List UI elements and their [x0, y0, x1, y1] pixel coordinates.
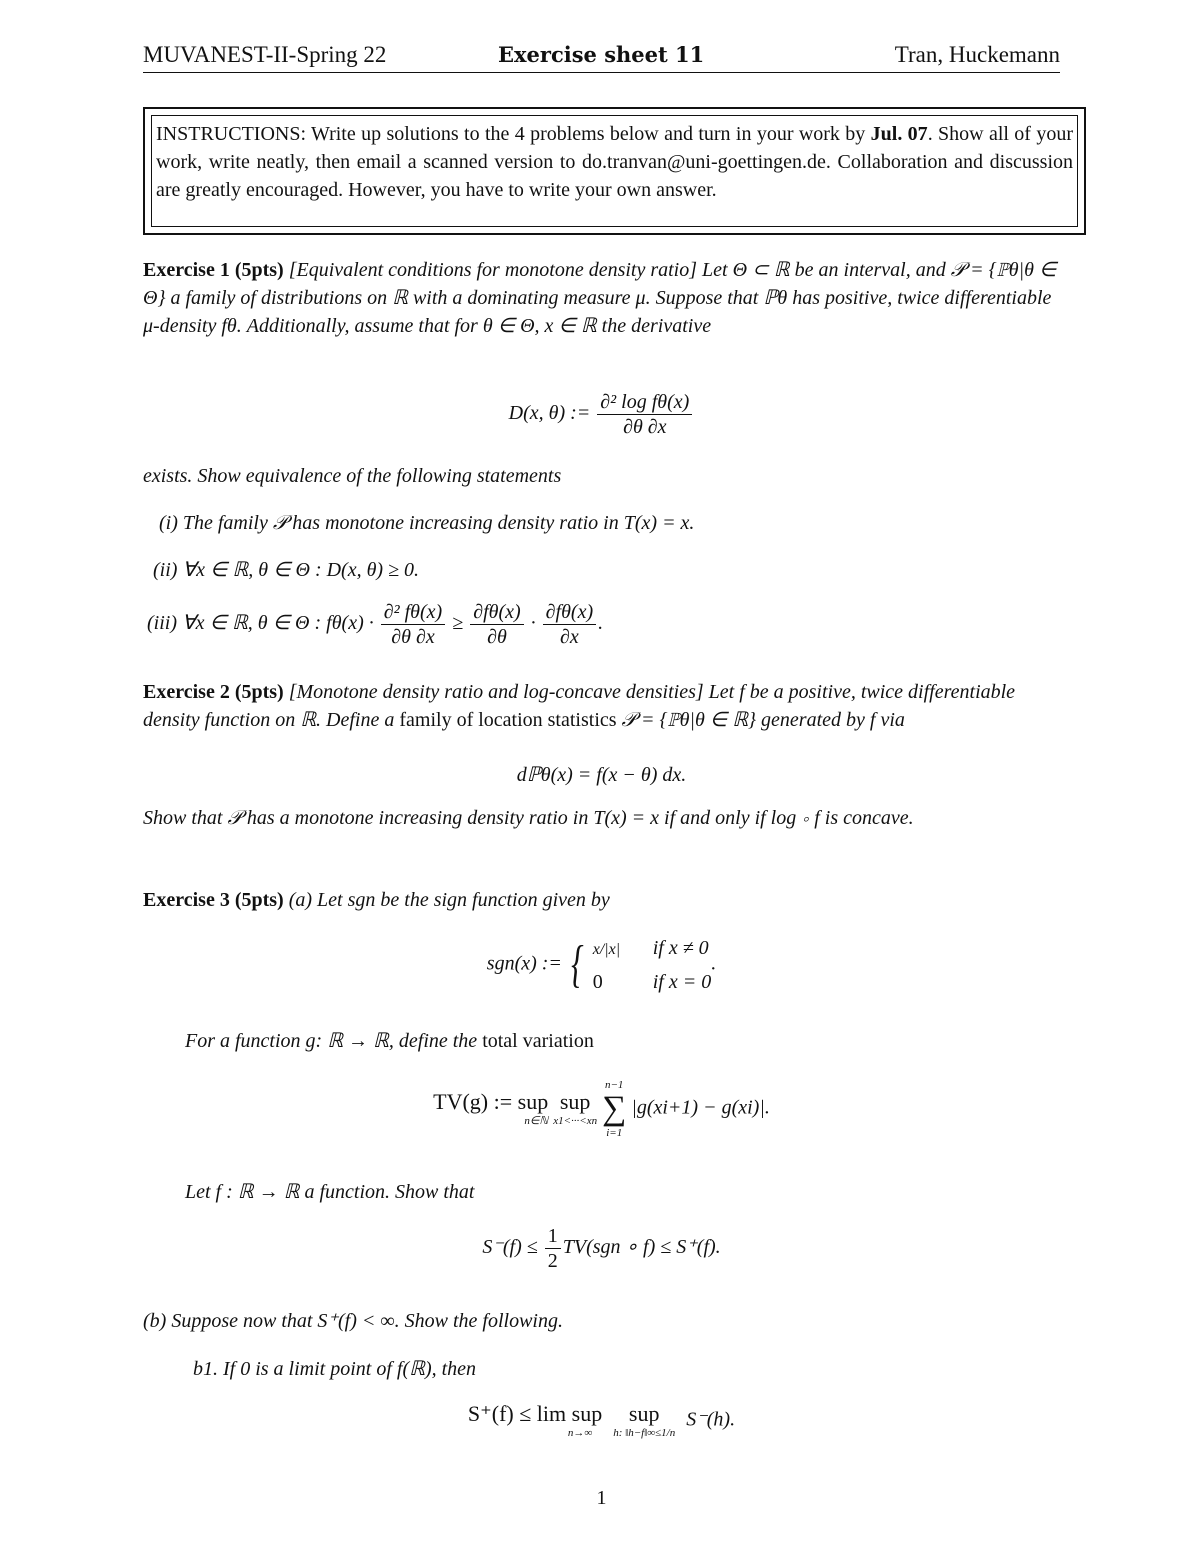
- course-name: MUVANEST-II-Spring 22: [143, 42, 387, 67]
- tv-intro: For a function g: ℝ → ℝ, define the total variation: [185, 1030, 594, 1052]
- statement-iii: (iii) ∀x ∈ ℝ, θ ∈ Θ : fθ(x) · $\frac{\text{∂² fθ(x)}}{\partial\theta \partial x}$ ≥ $\frac{\partial f\theta(x)}{\partial\theta}$ · $\frac{\partial f\theta(x)}{\partial x}$ .: [147, 601, 604, 648]
- page-number: 1: [596, 1487, 607, 1509]
- equation-sign-changes: S⁻(f) ≤ $\frac{1}{2}$ TV(sgn ∘ f) ≤ S⁺(f).: [482, 1225, 721, 1272]
- exercise-1-after: exists. Show equivalence of the following statements: [143, 465, 562, 487]
- exercise-1-label: Exercise 1 (5pts): [143, 259, 284, 281]
- part-b: (b) Suppose now that S⁺(f) < ∞. Show the following.: [143, 1310, 563, 1332]
- equation-sgn: sgn(x) := { x/|x| if x ≠ 0 0 if x = 0 .: [486, 936, 717, 993]
- authors: Tran, Huckemann: [894, 42, 1060, 67]
- left-brace: {: [571, 936, 584, 993]
- running-header: [143, 40, 1060, 73]
- exercise-2-intro: Exercise 2 (5pts) [Monotone density ratio and log-concave densities] Let f be a positive, twice differentiable density function on ℝ. Define a family of location statistics 𝒫 = {ℙθ|θ ∈ ℝ} generated by f via: [143, 681, 1016, 731]
- instructions-text: INSTRUCTIONS: Write up solutions to the 4 problems below and turn in your work by Jul. 07. Show all of your work, write neatly, then email a scanned version to do.tranvan@uni-goettingen.de. Collaboration and discussion are greatly encouraged. However, you have to write your own answer.: [151, 115, 1078, 227]
- exercise-1-intro: Exercise 1 (5pts) [Equivalent conditions for monotone density ratio] Let Θ ⊂ ℝ be an interval, and 𝒫 = {ℙθ|θ ∈ Θ} a family of distributions on ℝ with a dominating measure μ. Suppose that ℙθ has positive, twice differentiable μ-density fθ. Additionally, assume that for θ ∈ Θ, x ∈ ℝ the derivative: [143, 259, 1057, 337]
- statement-ii: (ii) ∀x ∈ ℝ, θ ∈ Θ : D(x, θ) ≥ 0.: [153, 559, 420, 581]
- exercise-2-after: Show that 𝒫 has a monotone increasing density ratio in T(x) = x if and only if log ∘ f is concave.: [143, 807, 914, 829]
- deadline: Jul. 07: [870, 123, 928, 145]
- exercise-3-intro: Exercise 3 (5pts) (a) Let sgn be the sign function given by: [143, 889, 610, 911]
- b1: b1. If 0 is a limit point of f(ℝ), then: [193, 1358, 477, 1380]
- exercise-2-title: [Monotone density ratio and log-concave densities]: [288, 681, 704, 703]
- sheet-title: Exercise sheet 11: [498, 42, 705, 67]
- equation-location: dℙθ(x) = f(x − θ) dx.: [516, 764, 687, 786]
- statement-i: (i) The family 𝒫 has monotone increasing density ratio in T(x) = x.: [159, 512, 695, 534]
- equation-D: D(x, θ) := $\frac{\text{∂² log fθ(x)}}{\partial\theta \partial x}$: [143, 390, 1060, 439]
- equation-limsup: S⁺(f) ≤ lim sup n→∞ sup h: ‖h−f‖∞≤1/n S⁻(h).: [467, 1401, 736, 1439]
- equation-tv: TV(g) := sup n∈ℕ sup x1<···<xn n−1 ∑ i=1 |g(xi+1) − g(xi)|.: [433, 1079, 770, 1139]
- let-f: Let f : ℝ → ℝ a function. Show that: [185, 1181, 475, 1203]
- instructions-box: [143, 107, 1086, 235]
- exercise-3-label: Exercise 3 (5pts): [143, 889, 284, 911]
- exercise-1-title: [Equivalent conditions for monotone density ratio]: [288, 259, 698, 281]
- exercise-2-label: Exercise 2 (5pts): [143, 681, 284, 703]
